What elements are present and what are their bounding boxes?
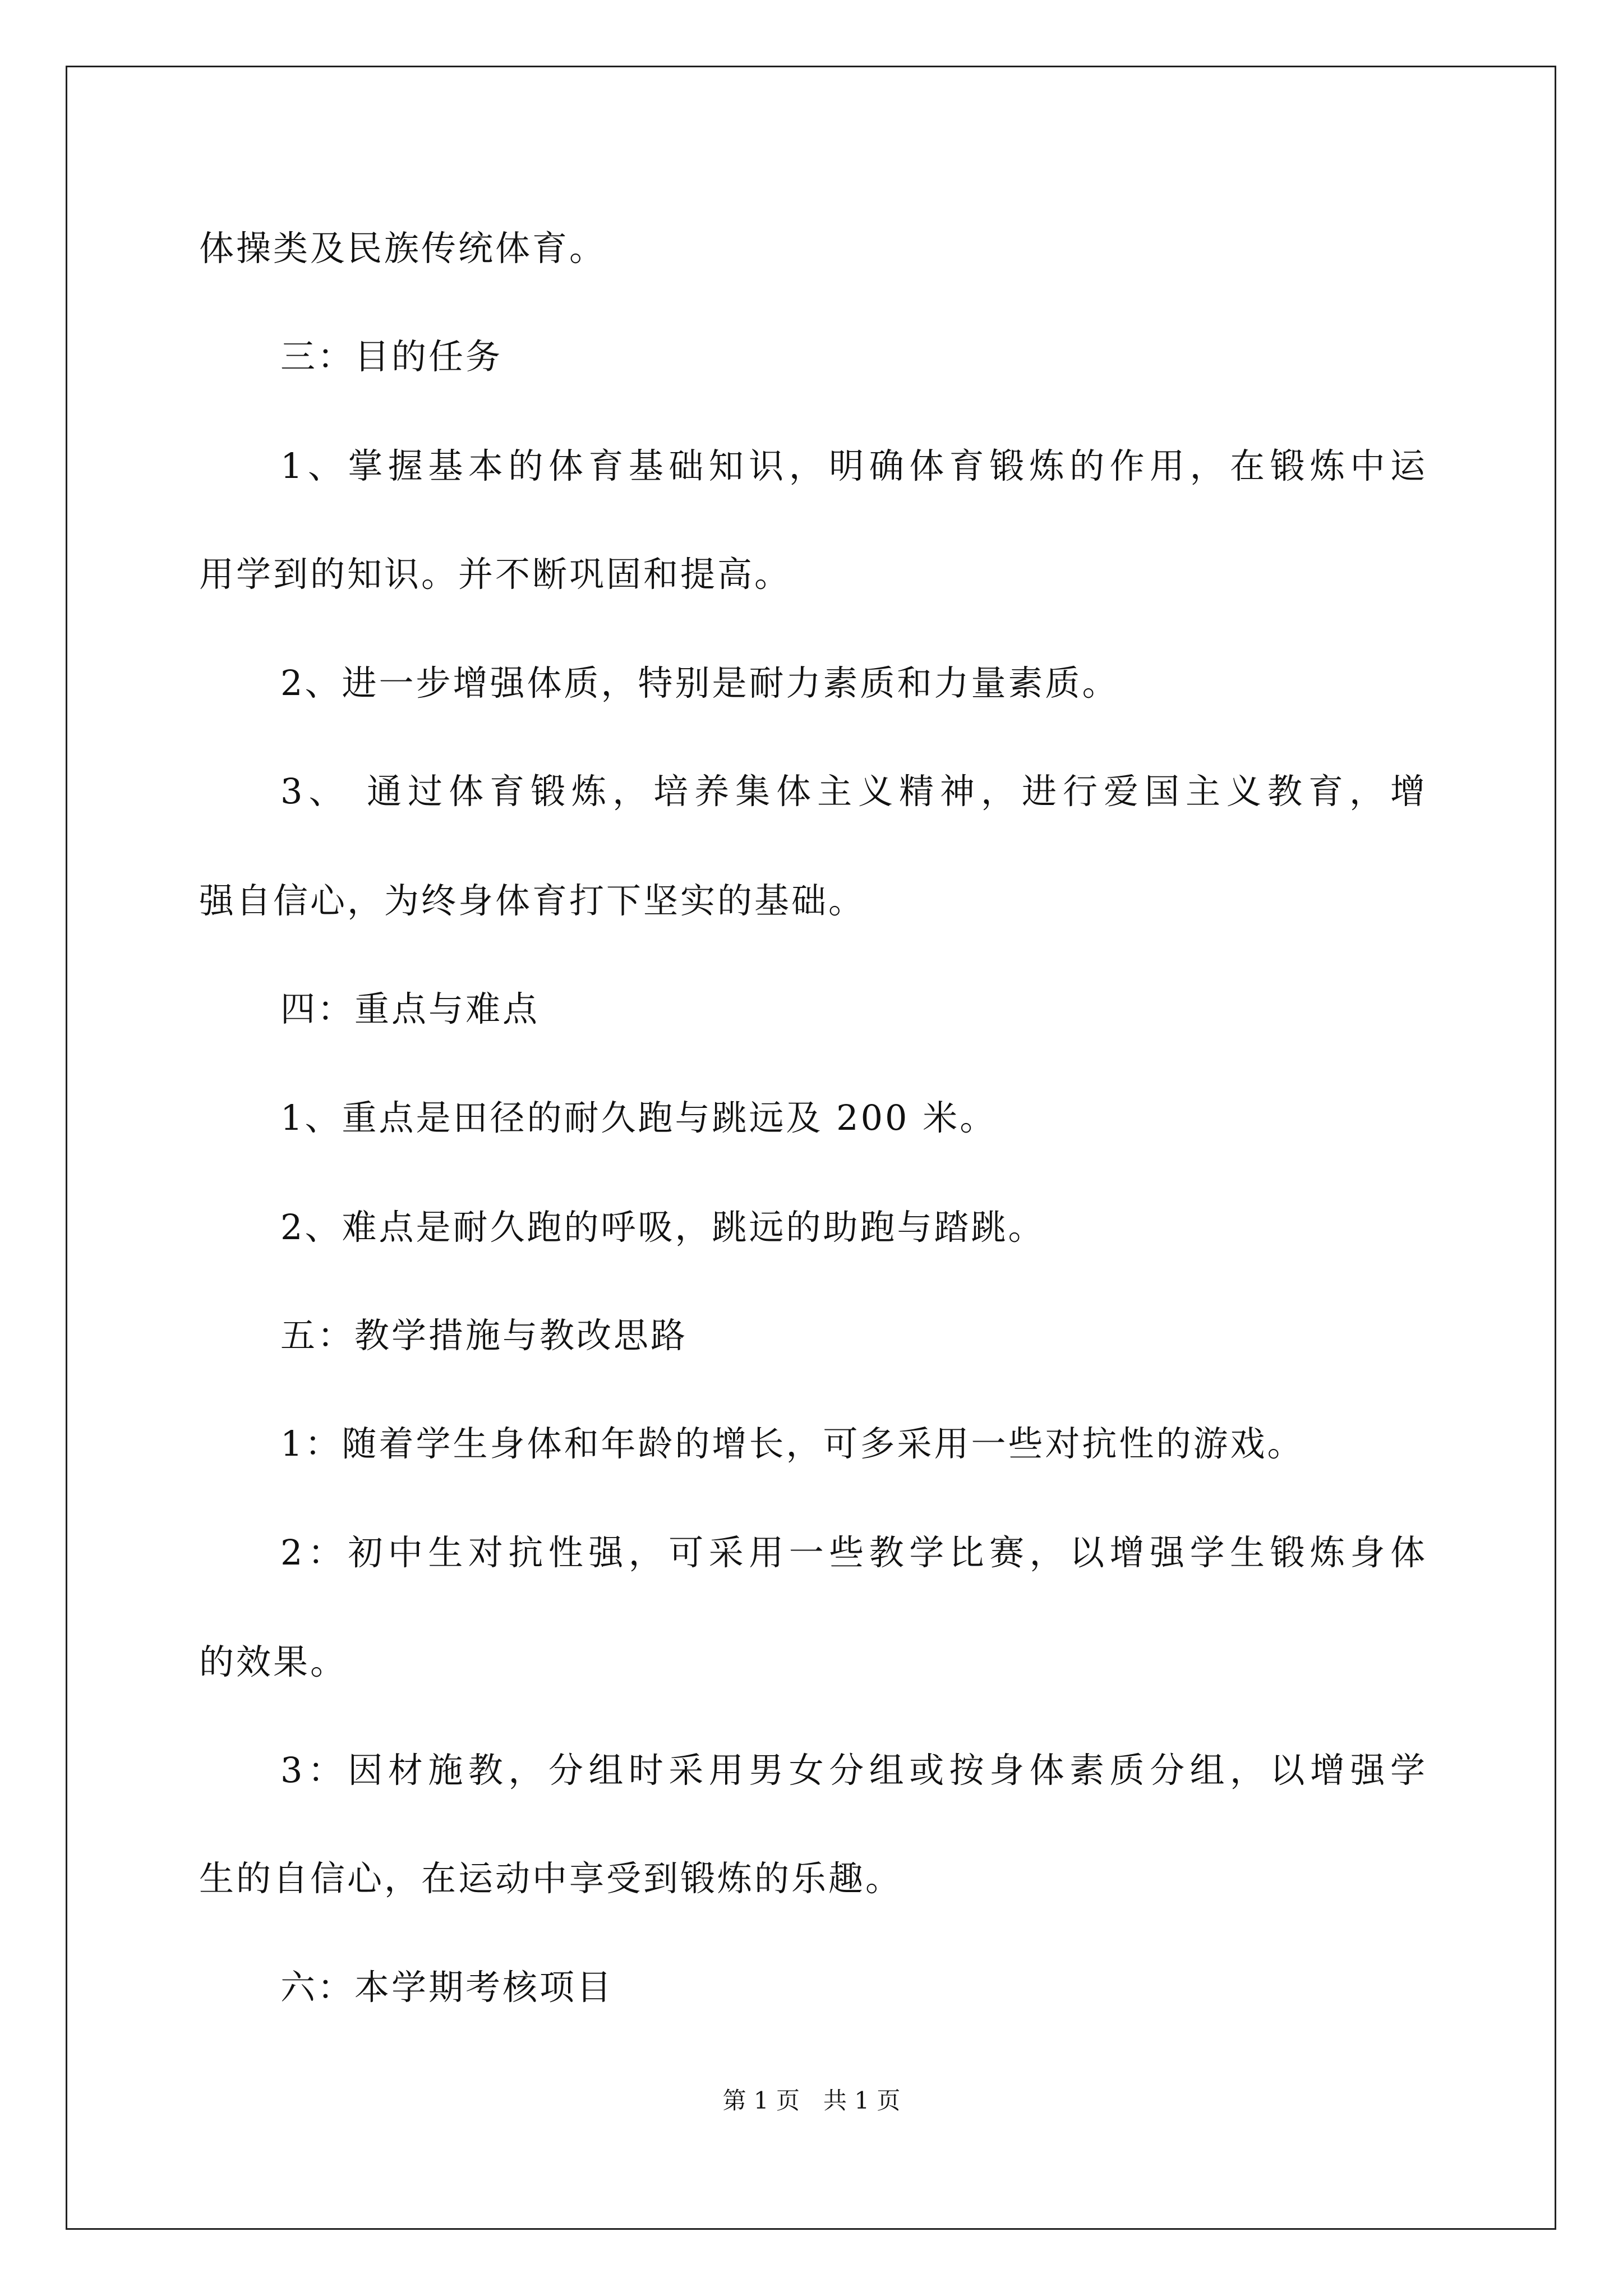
section-heading: 六：本学期考核项目 [280,1967,614,2008]
paragraph-line: 2、进一步增强体质，特别是耐力素质和力量素质。 [280,662,1119,703]
section-heading: 四：重点与难点 [280,988,540,1029]
page-border [66,66,1556,2230]
page-number: 第 1 页 共 1 页 [722,2087,901,2114]
paragraph-line: 2、难点是耐久跑的呼吸，跳远的助跑与踏跳。 [280,1207,1045,1248]
paragraph-line: 1、重点是田径的耐久跑与跳远及 200 米。 [280,1097,997,1138]
paragraph-line: 生的自信心，在运动中享受到锻炼的乐趣。 [199,1858,903,1899]
paragraph-line: 的效果。 [199,1641,348,1682]
paragraph-line: 3：因材施教，分组时采用男女分组或按身体素质分组，以增强学 [280,1750,1427,1791]
paragraph-line: 强自信心，为终身体育打下坚实的基础。 [199,880,866,921]
paragraph-line: 体操类及民族传统体育。 [199,228,607,269]
section-heading: 五：教学措施与教改思路 [280,1315,688,1356]
paragraph-line: 2：初中生对抗性强，可采用一些教学比赛，以增强学生锻炼身体 [280,1532,1427,1573]
section-heading: 三：目的任务 [280,336,503,377]
paragraph-line: 3、 通过体育锻炼，培养集体主义精神，进行爱国主义教育，增 [280,771,1427,812]
paragraph-line: 1：随着学生身体和年龄的增长，可多采用一些对抗性的游戏。 [280,1423,1304,1464]
paragraph-line: 用学到的知识。并不断巩固和提高。 [199,554,792,595]
paragraph-line: 1、掌握基本的体育基础知识，明确体育锻炼的作用，在锻炼中运 [280,445,1427,486]
